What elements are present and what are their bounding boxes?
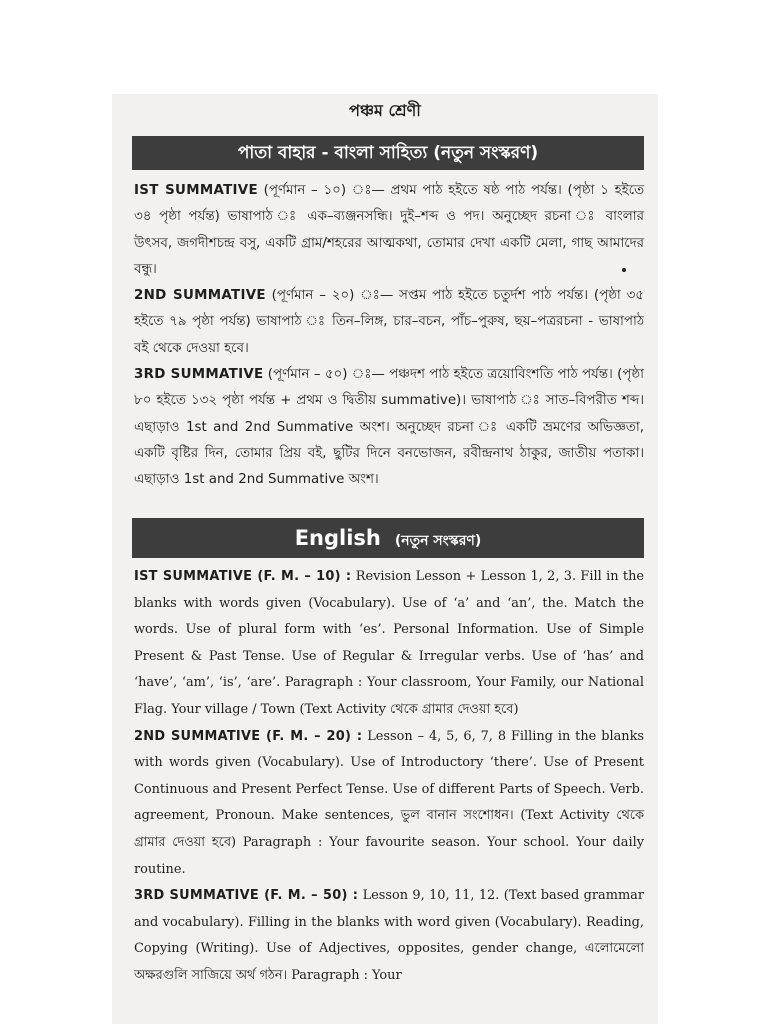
english-syllabus <box>134 564 644 990</box>
english-banner-subtitle: (নতুন সংস্করণ) <box>394 533 482 549</box>
english-first-summative <box>134 564 644 724</box>
summative-details: Lesson – 4, 5, 6, 7, 8 Filling in the blanks with words given (Vocabulary). Use of Introductory ‘there’. Use of Present Continuous and Present Perfect Tense. Use of different Parts of Speech. Verb. agreement, Pronoun. Make sentences, ভুল বানান সংশোধন। (Text Activity থেকে গ্রামার দেওয়া হবে) Paragraph : Your favourite season. Your school. Your daily routine. <box>134 728 644 877</box>
english-section-banner <box>132 518 644 558</box>
summative-heading: 3RD SUMMATIVE (F. M. – 50) : <box>134 888 359 904</box>
bengali-third-summative <box>134 362 644 493</box>
bengali-section-banner: পাতা বাহার - বাংলা সাহিত্য (নতুন সংস্করণ) <box>132 136 644 170</box>
english-second-summative <box>134 724 644 884</box>
ink-dot <box>622 268 626 272</box>
english-banner-title: English <box>294 526 381 550</box>
syllabus-page <box>112 94 658 1024</box>
summative-heading: 3RD SUMMATIVE <box>134 367 264 383</box>
summative-details: Lesson 9, 10, 11, 12. (Text based grammar and vocabulary). Filling in the blanks with word given (Vocabulary). Reading, Copying (Writing). Use of Adjectives, opposites, gender change, এলোমেলো অক্ষরগুলি সাজিয়ে অর্থ গঠন। Paragraph : Your <box>134 888 645 983</box>
summative-details: (পূর্ণমান – ৫০) ঃ— পঞ্চদশ পাঠ হইতে ত্রয়োবিংশতি পাঠ পর্যন্ত। (পৃষ্ঠা ৮০ হইতে ১৩২ পৃষ্ঠা পর্যন্ত + প্রথম ও দ্বিতীয় summative)। ভাষাপাঠ ঃ সাত–বিপরীত শব্দ। এছাড়াও 1st and 2nd Summative অংশ। অনুচ্ছেদ রচনা ঃ একটি ভ্রমণের অভিজ্ঞতা, একটি বৃষ্টির দিন, তোমার প্রিয় বই, ছুটির দিনে বনভোজন, রবীন্দ্রনাথ ঠাকুর, জাতীয় পতাকা। এছাড়াও 1st and 2nd Summative অংশ। <box>134 367 644 488</box>
summative-heading: 2ND SUMMATIVE (F. M. – 20) : <box>134 728 363 744</box>
summative-details: Revision Lesson + Lesson 1, 2, 3. Fill in the blanks with words given (Vocabulary). Use of ‘a’ and ‘an’, the. Match the words. Use of plural form with ‘es’. Personal Information. Use of Simple Present & Past Tense. Use of Regular & Irregular verbs. Use of ‘has’ and ‘have’, ‘am’, ‘is’, ‘are’. Paragraph : Your classroom, Your Family, our National Flag. Your village / Town (Text Activity থেকে গ্রামার দেওয়া হবে) <box>134 569 644 717</box>
bengali-first-summative <box>134 178 644 283</box>
summative-details: (পূর্ণমান – ২০) ঃ— সপ্তম পাঠ হইতে চতুর্দশ পাঠ পর্যন্ত। (পৃষ্ঠা ৩৫ হইতে ৭৯ পৃষ্ঠা পর্যন্ত) ভাষাপাঠ ঃ তিন–লিঙ্গ, চার–বচন, পাঁচ–পুরুষ, ছয়–পত্ররচনা - ভাষাপাঠ বই থেকে দেওয়া হবে। <box>134 288 644 356</box>
bengali-syllabus <box>134 178 644 494</box>
summative-heading: IST SUMMATIVE <box>134 183 258 198</box>
summative-details: (পূর্ণমান – ১০) ঃ— প্রথম পাঠ হইতে ষষ্ঠ পাঠ পর্যন্ত। (পৃষ্ঠা ১ হইতে ৩৪ পৃষ্ঠা পর্যন্ত) ভাষাপাঠ ঃ এক–ব্যঞ্জনসন্ধি। দুই–শব্দ ও পদ। অনুচ্ছেদ রচনা ঃ বাংলার উৎসব, জগদীশচন্দ্র বসু, একটি গ্রাম/শহরের আত্মকথা, তোমার দেখা একটি মেলা, গাছ আমাদের বন্ধু। <box>134 183 644 277</box>
bengali-second-summative <box>134 283 644 362</box>
summative-heading: IST SUMMATIVE (F. M. – 10) : <box>134 569 352 584</box>
english-third-summative <box>134 883 644 989</box>
class-title: পঞ্চম শ্রেণী <box>349 101 421 120</box>
summative-heading: 2ND SUMMATIVE <box>134 288 266 304</box>
